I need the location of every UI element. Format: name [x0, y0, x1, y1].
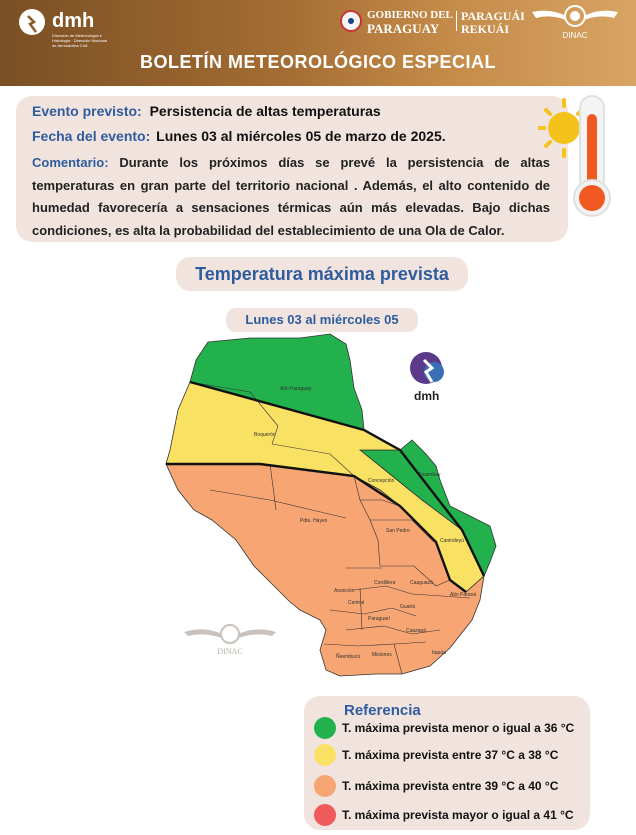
dmh-word: dmh	[52, 10, 95, 32]
bulletin-title: BOLETÍN METEOROLÓGICO ESPECIAL	[139, 52, 496, 72]
fecha-value: Lunes 03 al miércoles 05 de marzo de 2025.	[156, 128, 446, 144]
legend-label-red: T. máxima prevista mayor o igual a 41 °C	[342, 808, 574, 822]
evento-value: Persistencia de altas temperaturas	[149, 103, 381, 119]
dmh-logo	[18, 6, 108, 48]
legend-dot-red	[314, 804, 336, 826]
map-label-san-pedro: San Pedro	[386, 528, 410, 534]
dinac-wings-icon	[530, 2, 620, 32]
legend-title: Referencia	[344, 702, 421, 719]
map-label-asuncion: Asunción	[334, 588, 355, 594]
map-label-caazapa: Caazapá	[406, 628, 427, 634]
comentario-text: Durante los próximos días se prevé la persistencia de altas temperaturas en gran parte del territorio nacional . Además, el alto contenido de humedad favorecería a sensaciones térmicas aún más elevadas. Bajo dichas condiciones, es alta la probabilidad del establecimiento de una Ola de Calor.	[32, 155, 550, 238]
dinac-watermark-text: DINAC	[217, 647, 243, 656]
legend-dot-orange	[314, 775, 336, 797]
dinac-logo	[530, 2, 620, 42]
dmh-subtitle: Dirección de Meteorología e Hidrología · Dirección Nacional de Aeronáutica Civil	[52, 33, 108, 48]
dmh-cloud-icon	[18, 6, 50, 38]
gobierno-seal-icon	[340, 10, 362, 32]
header-banner	[0, 0, 636, 86]
sun-icon	[538, 100, 582, 156]
map-label-boqueron: Boquerón	[254, 432, 276, 438]
map-label-presidente-hayes: Pdte. Hayes	[300, 518, 328, 524]
gobierno-logo	[340, 6, 525, 38]
legend-label-green: T. máxima prevista menor o igual a 36 °C	[342, 721, 575, 735]
legend-dot-yellow	[314, 744, 336, 766]
map-label-paraguari: Paraguarí	[368, 616, 390, 622]
gobierno-line1: GOBIERNO DEL	[367, 9, 453, 21]
map-label-canindeyu: Canindeyú	[440, 538, 464, 544]
dmh-map-logo-text: dmh	[414, 389, 440, 403]
map-label-cordillera: Cordillera	[374, 580, 396, 586]
map-label-guaira: Guairá	[400, 604, 416, 610]
gobierno-right2: REKUÁI	[461, 22, 510, 36]
legend-label-orange: T. máxima prevista entre 39 °C a 40 °C	[342, 779, 559, 793]
event-row	[32, 103, 381, 119]
gobierno-right1: PARAGUÁI	[461, 9, 525, 23]
dmh-map-logo	[402, 350, 452, 406]
gobierno-line2: PARAGUAY	[367, 21, 440, 36]
map-label-concepcion: Concepción	[368, 478, 395, 484]
comentario-label: Comentario:	[32, 155, 109, 170]
sun-thermometer-icon	[538, 92, 630, 222]
map-label-amambay: Amambay	[418, 472, 441, 478]
comment-paragraph	[32, 152, 550, 242]
legend-label-yellow: T. máxima prevista entre 37 °C a 38 °C	[342, 748, 559, 762]
evento-label: Evento previsto:	[32, 103, 142, 119]
map-label-caaguazu: Caaguazú	[410, 580, 433, 586]
map-label-itapua: Itapúa	[432, 650, 446, 656]
dinac-watermark	[180, 618, 280, 658]
map-date-range: Lunes 03 al miércoles 05	[226, 308, 418, 332]
date-row	[32, 128, 446, 144]
map-label-neembucu: Ñeembucú	[336, 654, 361, 660]
map-label-alto-paraguay: Alto Paraguay	[280, 386, 312, 392]
map-label-central: Central	[348, 600, 365, 606]
fecha-label: Fecha del evento:	[32, 128, 151, 144]
legend-dot-green	[314, 717, 336, 739]
dinac-label: DINAC	[562, 31, 588, 40]
gobierno-divider	[456, 11, 457, 31]
map-label-alto-parana: Alto Paraná	[450, 592, 477, 598]
map-section-title: Temperatura máxima prevista	[176, 257, 468, 291]
map-label-misiones: Misiones	[372, 652, 392, 658]
